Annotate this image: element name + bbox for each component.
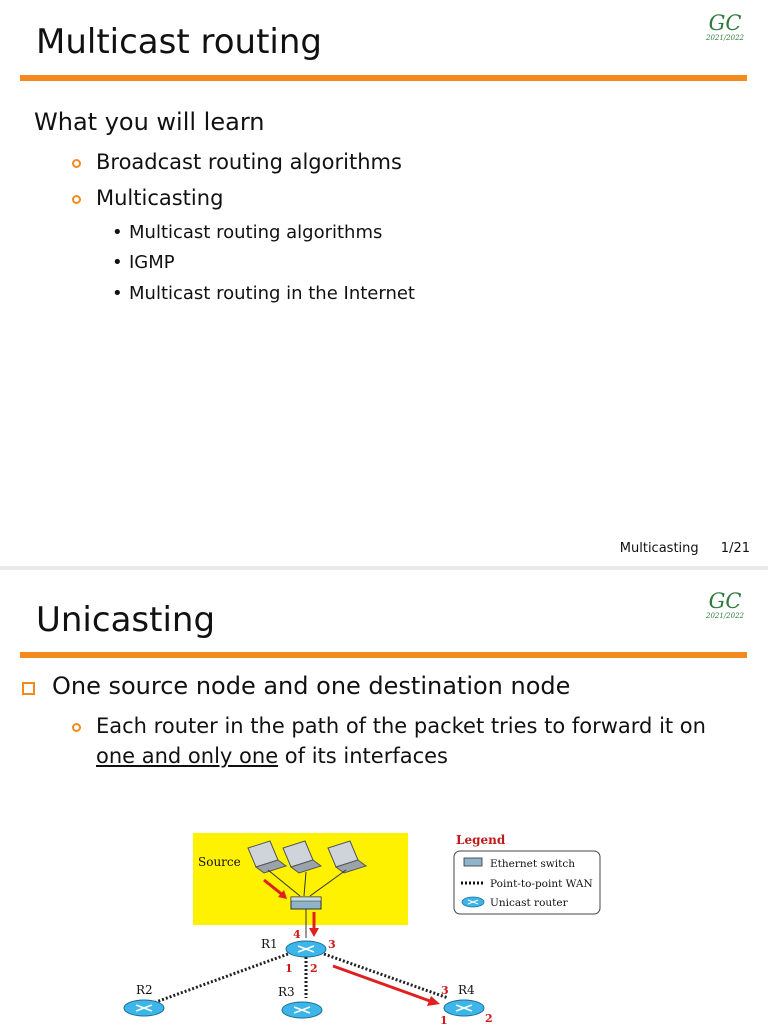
sub-list-item-label: IGMP [129, 252, 175, 273]
router-icon [124, 1000, 164, 1016]
footer-page-number: 1/21 [720, 541, 750, 556]
source-label: Source [198, 855, 241, 869]
footer-section: Multicasting [619, 541, 699, 556]
dot-bullet-icon: • [112, 252, 123, 273]
slide-title: Unicasting [36, 600, 216, 640]
port-label: 2 [485, 1012, 493, 1025]
slide-title: Multicast routing [36, 22, 322, 62]
router-label-r3: R3 [278, 985, 295, 999]
router-label-r1: R1 [261, 937, 278, 951]
list-item-label: Broadcast routing algorithms [96, 150, 402, 174]
circle-bullet-icon [72, 159, 81, 168]
port-label: 4 [293, 928, 301, 941]
slide-footer [620, 541, 750, 556]
packet-arrow [333, 966, 430, 1001]
router-icon [282, 1002, 322, 1018]
sub-bullet-rest: of its interfaces [284, 744, 448, 768]
sub-list-item-label: Multicast routing algorithms [129, 222, 383, 243]
legend-title: Legend [456, 833, 506, 847]
legend-item: Ethernet switch [490, 858, 576, 870]
ethernet-switch-icon [291, 897, 321, 909]
port-label: 3 [328, 938, 336, 951]
main-bullet: One source node and one destination node [52, 672, 571, 700]
sub-bullet-line-2 [96, 744, 448, 768]
ethernet-switch-icon [464, 858, 482, 866]
sub-bullet-line-1: Each router in the path of the packet tries to forward it on [96, 714, 706, 738]
unicast-network-diagram [78, 826, 618, 1026]
section-heading: What you will learn [34, 108, 265, 136]
arrow-head [309, 928, 319, 937]
router-label-r2: R2 [136, 983, 153, 997]
gc-logo-year: 2021/2022 [706, 34, 744, 42]
gc-logo [700, 590, 750, 620]
underlined-phrase: one and only one [96, 744, 279, 768]
router-icon [444, 1000, 484, 1016]
sub-list-item-label: Multicast routing in the Internet [129, 283, 415, 304]
dot-bullet-icon: • [112, 222, 123, 243]
legend-item: Unicast router [490, 897, 568, 909]
gc-logo [700, 12, 750, 42]
port-label: 1 [440, 1014, 448, 1026]
port-label: 1 [285, 962, 293, 975]
gc-logo-year: 2021/2022 [706, 612, 744, 620]
wan-link [324, 954, 448, 998]
title-underline-bar [20, 652, 747, 658]
router-icon [462, 897, 484, 907]
wan-link [156, 954, 288, 1002]
port-label: 2 [310, 962, 318, 975]
gc-logo-text: GC [708, 589, 742, 613]
router-icon [286, 941, 326, 957]
slide-2 [0, 570, 768, 1024]
list-item-label: Multicasting [96, 186, 224, 210]
legend-item: Point-to-point WAN [490, 878, 593, 890]
title-underline-bar [20, 75, 747, 81]
square-bullet-icon [22, 682, 35, 695]
circle-bullet-icon [72, 723, 81, 732]
circle-bullet-icon [72, 195, 81, 204]
gc-logo-text: GC [708, 11, 742, 35]
port-label: 3 [441, 984, 449, 997]
dot-bullet-icon: • [112, 283, 123, 304]
router-label-r4: R4 [458, 983, 475, 997]
